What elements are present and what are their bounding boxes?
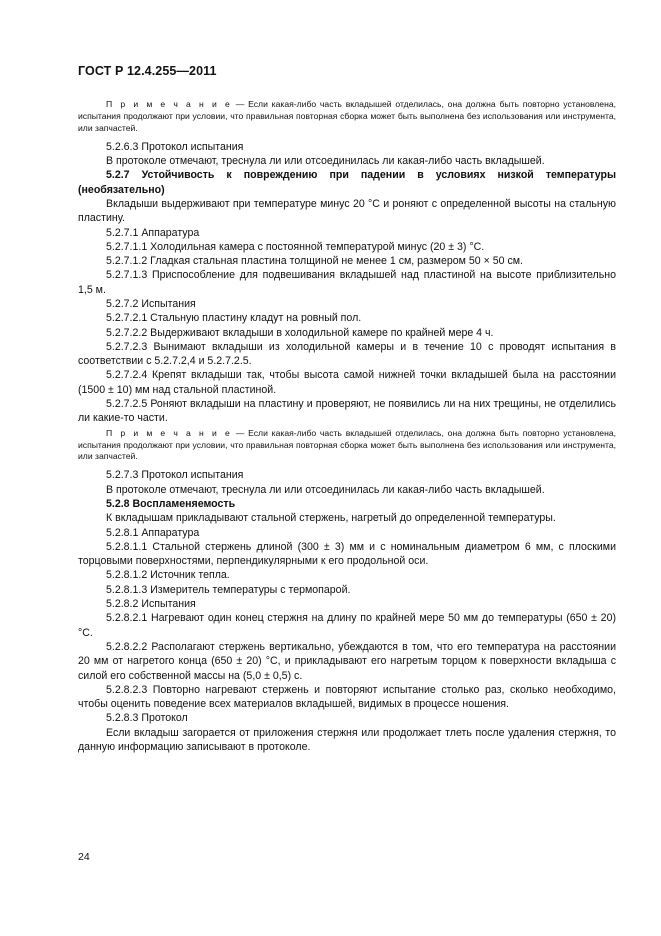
list-item: 5.2.7.2.3 Вынимают вкладыши из холодильной камеры и в течение 10 с проводят испытания в соответствии с 5.2.7.2,4 и 5.2.7.2.5. bbox=[78, 340, 616, 368]
section-heading: 5.2.8 Воспламеняемость bbox=[106, 497, 236, 510]
note-text: — Если какая-либо часть вкладышей отделилась, она должна быть повторно установлена, испытания продолжают при условии, что правильная повторная сборка может быть выполнена без использования или инструмента, или запчастей. bbox=[78, 99, 616, 133]
section-title: 5.2.8.2 Испытания bbox=[106, 598, 196, 611]
list-item: 5.2.7.2.1 Стальную пластину кладут на ровный пол. bbox=[106, 312, 362, 325]
list-item: 5.2.7.2.2 Выдерживают вкладыши в холодильной камере по крайней мере 4 ч. bbox=[106, 326, 494, 339]
list-item: 5.2.8.1.2 Источник тепла. bbox=[106, 569, 230, 582]
paragraph: В протоколе отмечают, треснула ли или отсоединилась ли какая-либо часть вкладышей. bbox=[106, 483, 545, 496]
list-item: 5.2.8.1.3 Измеритель температуры с термопарой. bbox=[106, 583, 351, 596]
section-title: 5.2.7.3 Протокол испытания bbox=[106, 469, 244, 482]
list-item: 5.2.7.2.4 Крепят вкладыши так, чтобы высота самой нижней точки вкладышей была на расстоянии (1500 ± 10) мм над стальной пластиной. bbox=[78, 369, 616, 396]
section-title: 5.2.8.1 Аппаратура bbox=[106, 526, 200, 539]
note-label: П р и м е ч а н и е bbox=[106, 99, 232, 109]
section-title: 5.2.7.1 Аппаратура bbox=[106, 226, 200, 239]
note bbox=[78, 428, 616, 464]
paragraph: Если вкладыш загорается от приложения стержня или продолжает тлеть после удаления стержня, то данную информацию записывают в протоколе. bbox=[78, 726, 616, 754]
list-item: 5.2.7.2.5 Роняют вкладыши на пластину и проверяют, не появились ли на них трещины, не отделились ли какие-то части. bbox=[78, 398, 616, 425]
section-title: 5.2.8.3 Протокол bbox=[106, 712, 188, 725]
document-body bbox=[78, 97, 616, 754]
note-label: П р и м е ч а н и е bbox=[106, 427, 232, 438]
list-item: 5.2.7.1.1 Холодильная камера с постоянной температурой минус (20 ± 3) °С. bbox=[106, 240, 485, 253]
paragraph: В протоколе отмечают, треснула ли или отсоединилась ли какая-либо часть вкладышей. bbox=[106, 155, 545, 168]
list-item: 5.2.8.2.3 Повторно нагревают стержень и повторяют испытание столько раз, сколько необходимо, чтобы оценить поведение всех материалов вкладышей, видимых в процессе ношения. bbox=[78, 683, 616, 711]
list-item: 5.2.7.1.3 Приспособление для подвешивания вкладышей над пластиной на высоте приблизительно 1,5 м. bbox=[78, 269, 616, 296]
note-text: — Если какая-либо часть вкладышей отделилась, она должна быть повторно установлена, испытания продолжают при условии, что правильная повторная сборка может быть выполнена без использования или инструмента, или запчастей. bbox=[78, 427, 616, 462]
paragraph: Вкладыши выдерживают при температуре минус 20 °С и роняют с определенной высоты на стальную пластину. bbox=[78, 197, 616, 225]
section-title: 5.2.6.3 Протокол испытания bbox=[106, 140, 244, 153]
page-number: 24 bbox=[78, 851, 90, 863]
note bbox=[78, 99, 616, 135]
list-item: 5.2.7.1.2 Гладкая стальная пластина толщиной не менее 1 см, размером 50 × 50 см. bbox=[106, 255, 523, 268]
paragraph: К вкладышам прикладывают стальной стержень, нагретый до определенной температуры. bbox=[106, 512, 556, 525]
list-item: 5.2.8.1.1 Стальной стержень длиной (300 ± 3) мм и с номинальным диаметром 6 мм, с плоскими торцовыми поверхностями, перпендикулярными к его продольной оси. bbox=[78, 540, 616, 568]
list-item: 5.2.8.2.2 Располагают стержень вертикально, убеждаются в том, что его температура на расстоянии 20 мм от нагретого конца (650 ± 20) °С, и прикладывают его нагретым торцом к поверхности вкладыша с силой его собственной массы на (5,0 ± 0,5) с. bbox=[78, 640, 616, 682]
list-item: 5.2.8.2.1 Нагревают один конец стержня на длину по крайней мере 50 мм до температуры (650 ± 20) °С. bbox=[78, 612, 616, 639]
document-header: ГОСТ Р 12.4.255—2011 bbox=[78, 64, 217, 78]
section-title: 5.2.7.2 Испытания bbox=[106, 297, 196, 310]
section-heading: 5.2.7 Устойчивость к повреждению при падении в условиях низкой температуры (необязательно) bbox=[78, 169, 616, 196]
